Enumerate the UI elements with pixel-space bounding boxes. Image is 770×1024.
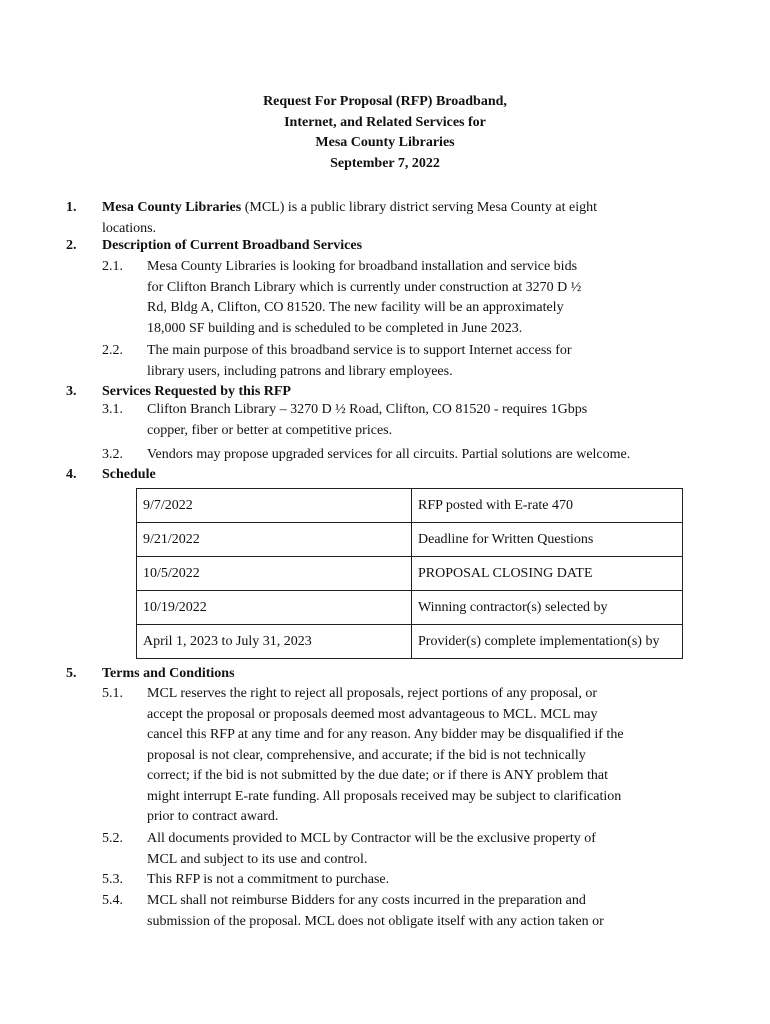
section-5-heading: Terms and Conditions (102, 666, 235, 681)
item-3-1-line: copper, fiber or better at competitive prices. (147, 422, 393, 438)
section-4-number: 4. (66, 467, 77, 482)
section-2-number: 2. (66, 238, 77, 253)
item-5-1-text (147, 684, 624, 828)
item-5-1-line: cancel this RFP at any time and for any reason. Any bidder may be disqualified if the (147, 727, 624, 742)
item-3-1-line: Clifton Branch Library – 3270 D ½ Road, Clifton, CO 81520 - requires 1Gbps (147, 402, 588, 417)
item-5-1-line: prior to contract award. (147, 809, 279, 824)
item-3-1-text (147, 400, 587, 441)
title-date: September 7, 2022 (330, 155, 440, 171)
section-1-text (102, 198, 597, 239)
table-row (137, 591, 683, 625)
item-5-1-line: might interrupt E-rate funding. All proposals received may be subject to clarification (147, 788, 622, 804)
schedule-event: Deadline for Written Questions (412, 523, 683, 557)
item-5-1-number: 5.1. (102, 686, 123, 701)
item-2-2-line: library users, including patrons and library employees. (147, 363, 453, 379)
table-row (137, 489, 683, 523)
schedule-date: 10/19/2022 (137, 591, 412, 625)
item-3-1-number: 3.1. (102, 402, 123, 417)
table-row (137, 625, 683, 659)
item-2-2-line: The main purpose of this broadband service is to support Internet access for (147, 343, 572, 358)
item-2-2-text (147, 341, 572, 382)
schedule-date: 9/21/2022 (137, 523, 412, 557)
item-5-1-line: correct; if the bid is not submitted by the due date; or if there is ANY problem that (147, 768, 608, 783)
section-4-heading: Schedule (102, 467, 156, 482)
schedule-event: Winning contractor(s) selected by (412, 591, 683, 625)
item-2-1-line: Mesa County Libraries is looking for broadband installation and service bids (147, 259, 578, 274)
item-5-3-text (147, 870, 389, 891)
schedule-event: Provider(s) complete implementation(s) by (412, 625, 683, 659)
title-line-1: Request For Proposal (RFP) Broadband, (263, 94, 507, 109)
item-2-1-line: for Clifton Branch Library which is currently under construction at 3270 D ½ (147, 279, 582, 295)
schedule-date: 10/5/2022 (137, 557, 412, 591)
item-2-1-line: 18,000 SF building and is scheduled to be completed in June 2023. (147, 320, 523, 336)
item-3-2-text (147, 445, 630, 466)
table-row (137, 523, 683, 557)
item-2-1-line: Rd, Bldg A, Clifton, CO 81520. The new facility will be an approximately (147, 300, 564, 315)
schedule-date: April 1, 2023 to July 31, 2023 (137, 625, 412, 659)
title-line-2: Internet, and Related Services for (284, 114, 486, 130)
item-5-2-line: All documents provided to MCL by Contractor will be the exclusive property of (147, 831, 596, 846)
item-5-4-line: submission of the proposal. MCL does not obligate itself with any action taken or (147, 913, 604, 929)
item-3-2-number: 3.2. (102, 447, 123, 462)
document-title (0, 92, 770, 174)
item-5-4-number: 5.4. (102, 893, 123, 908)
section-2-heading: Description of Current Broadband Services (102, 238, 363, 253)
schedule-event: RFP posted with E-rate 470 (412, 489, 683, 523)
item-2-1-number: 2.1. (102, 259, 123, 274)
item-5-2-text (147, 829, 596, 870)
item-5-2-number: 5.2. (102, 831, 123, 846)
schedule-event: PROPOSAL CLOSING DATE (412, 557, 683, 591)
item-5-3-line: This RFP is not a commitment to purchase. (147, 872, 390, 887)
schedule-date: 9/7/2022 (137, 489, 412, 523)
table-row (137, 557, 683, 591)
item-5-3-number: 5.3. (102, 872, 123, 887)
section-3-number: 3. (66, 384, 77, 399)
title-line-3: Mesa County Libraries (315, 135, 455, 150)
schedule-table (136, 488, 683, 659)
item-5-1-line: accept the proposal or proposals deemed most advantageous to MCL. MCL may (147, 706, 598, 722)
section-1-number: 1. (66, 200, 77, 215)
section-1-rest: (MCL) is a public library district serving Mesa County at eight (241, 200, 597, 215)
section-3-heading: Services Requested by this RFP (102, 384, 291, 399)
item-5-1-line: MCL reserves the right to reject all proposals, reject portions of any proposal, or (147, 686, 598, 701)
item-5-4-line: MCL shall not reimburse Bidders for any costs incurred in the preparation and (147, 893, 586, 908)
item-5-2-line: MCL and subject to its use and control. (147, 851, 368, 867)
section-5-number: 5. (66, 666, 77, 681)
section-1-bold: Mesa County Libraries (102, 200, 242, 215)
item-3-2-line: Vendors may propose upgraded services for all circuits. Partial solutions are welcome. (147, 447, 631, 462)
item-2-1-text (147, 257, 581, 339)
item-5-1-line: proposal is not clear, comprehensive, and accurate; if the bid is not technically (147, 747, 586, 763)
item-2-2-number: 2.2. (102, 343, 123, 358)
section-1-line-2: locations. (102, 220, 157, 236)
item-5-4-text (147, 891, 604, 932)
